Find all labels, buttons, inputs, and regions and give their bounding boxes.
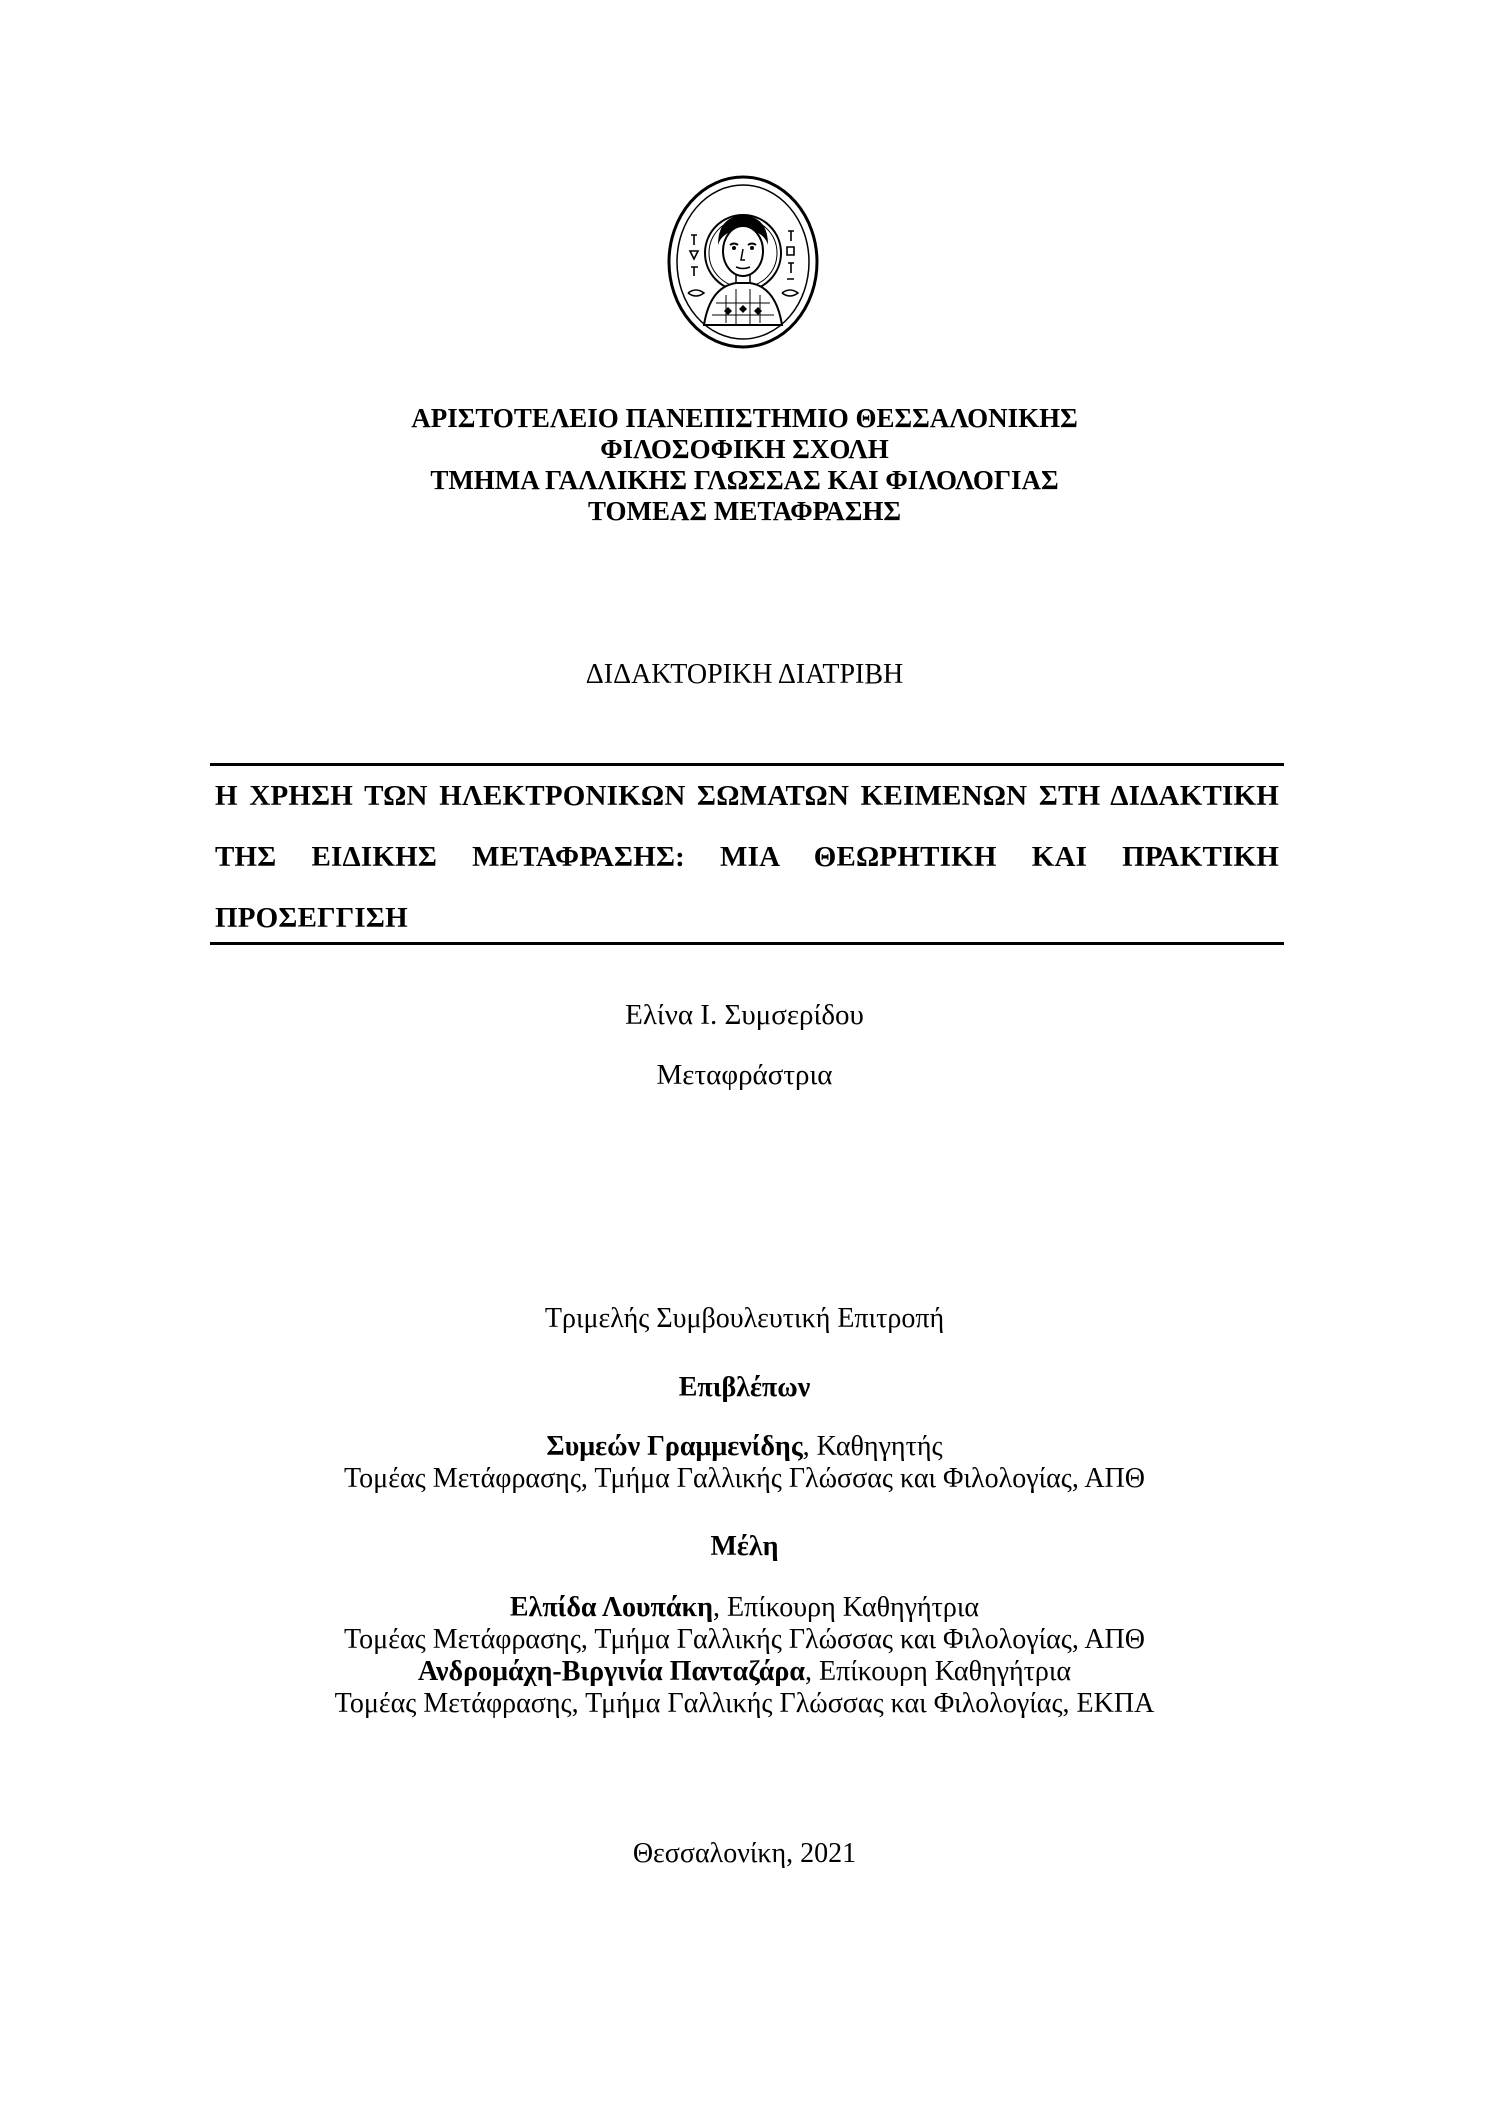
document-type: ΔΙΔΑΚΤΟΡΙΚΗ ΔΙΑΤΡΙΒΗ	[585, 659, 904, 690]
school-name: ΦΙΛΟΣΟΦΙΚΗ ΣΧΟΛΗ	[600, 434, 889, 464]
member-affiliation: Τομέας Μετάφρασης, Τμήμα Γαλλικής Γλώσσας και Φιλολογίας, ΕΚΠΑ	[334, 1688, 1155, 1719]
place-and-year: Θεσσαλονίκη, 2021	[632, 1838, 857, 1869]
member-affiliation: Τομέας Μετάφρασης, Τμήμα Γαλλικής Γλώσσας και Φιλολογίας, ΑΠΘ	[344, 1624, 1145, 1655]
department-name: ΤΜΗΜΑ ΓΑΛΛΙΚΗΣ ΓΛΩΣΣΑΣ ΚΑΙ ΦΙΛΟΛΟΓΙΑΣ	[430, 465, 1059, 495]
author-role: Μεταφράστρια	[656, 1059, 833, 1091]
members-heading: Μέλη	[710, 1531, 779, 1562]
supervisor-affiliation: Τομέας Μετάφρασης, Τμήμα Γαλλικής Γλώσσας και Φιλολογίας, ΑΠΘ	[344, 1463, 1145, 1494]
supervisor-heading: Επιβλέπων	[678, 1372, 811, 1403]
author-name: Ελίνα Ι. Συμσερίδου	[625, 999, 864, 1031]
supervisor-title: , Καθηγητής	[802, 1431, 943, 1462]
thesis-title: Η ΧΡΗΣΗ ΤΩΝ ΗΛΕΚΤΡΟΝΙΚΩΝ ΣΩΜΑΤΩΝ ΚΕΙΜΕΝΩΝ ΣΤΗ ΔΙΔΑΚΤΙΚΗ ΤΗΣ ΕΙΔΙΚΗΣ ΜΕΤΑΦΡΑΣΗΣ: ΜΙΑ ΘΕΩΡΗΤΙΚΗ ΚΑΙ ΠΡΑΚΤΙΚΗ ΠΡΟΣΕΓΓΙΣΗ	[215, 780, 1279, 934]
member-title: , Επίκουρη Καθηγήτρια	[804, 1656, 1072, 1687]
university-name: ΑΡΙΣΤΟΤΕΛΕΙΟ ΠΑΝΕΠΙΣΤΗΜΙΟ ΘΕΣΣΑΛΟΝΙΚΗΣ	[411, 403, 1078, 433]
committee-title: Τριμελής Συμβουλευτική Επιτροπή	[544, 1303, 945, 1334]
member-name: Ελπίδα Λουπάκη	[509, 1592, 713, 1623]
university-seal-logo	[666, 175, 821, 350]
member-name: Ανδρομάχη-Βιργινία Πανταζάρα	[417, 1656, 805, 1687]
title-rule-bottom	[210, 942, 1284, 945]
institution-block	[0, 403, 1489, 527]
member-line	[0, 1656, 1489, 1688]
member-line	[0, 1592, 1489, 1624]
division-name: ΤΟΜΕΑΣ ΜΕΤΑΦΡΑΣΗΣ	[587, 496, 902, 526]
member-title: , Επίκουρη Καθηγήτρια	[712, 1592, 980, 1623]
supervisor-name: Συμεών Γραμμενίδης	[546, 1431, 803, 1462]
supervisor-line	[0, 1431, 1489, 1463]
